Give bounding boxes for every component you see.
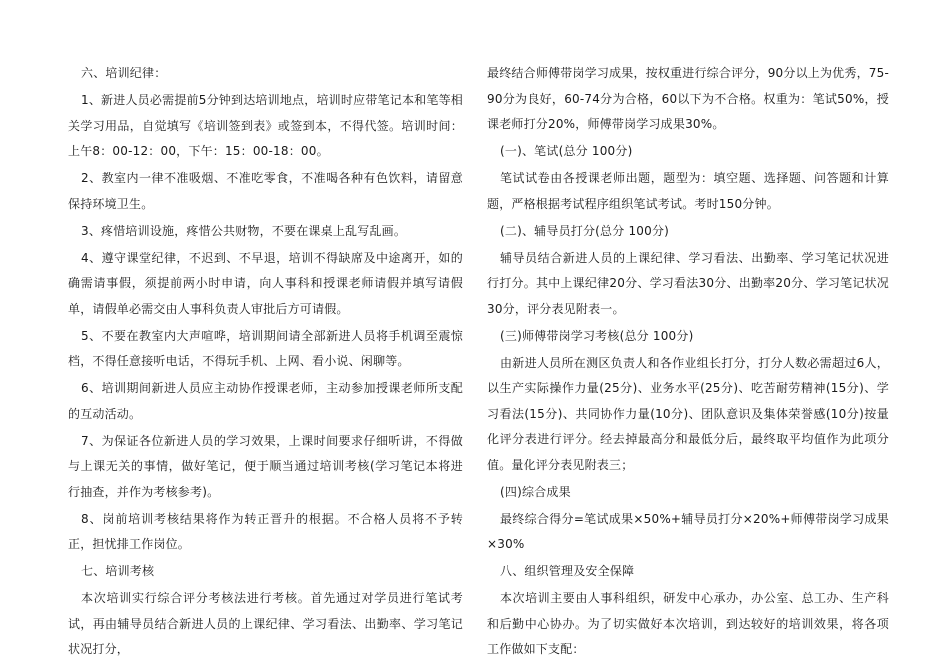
section-heading-training-discipline: 六、培训纪律：: [81, 66, 167, 80]
mentor-assessment-paragraph: 由新进人员所在测区负责人和各作业组长打分，打分人数必需超过6人，以生产实际操作力量(25分)、业务水平(25分)、吃苦耐劳精神(15分)、学习看法(15分)、共同协作力量(10分)、团队意识及集体荣誉感(10分)按量化评分表进行评分。经去掉最高分和最低分后，最终取平均值作为此项分值。量化评分表见附表三；: [487, 355, 889, 472]
rule-item-7: 7、为保证各位新进人员的学习效果，上课时间要求仔细听讲，不得做与上课无关的事情，做好笔记，便于顺当通过培训考核(学习笔记本将进行抽查，并作为考核参考)。: [68, 433, 463, 499]
subheading-overall-result: (四)综合成果: [500, 484, 571, 499]
subheading-tutor-score: (二)、辅导员打分(总分 100分): [500, 223, 670, 238]
left-column: [68, 61, 463, 664]
written-exam-paragraph: 笔试试卷由各授课老师出题，题型为：填空题、选择题、问答题和计算题，严格根据考试程序组织笔试考试。考时150分钟。: [487, 171, 889, 211]
rule-item-3: 3、疼惜培训设施，疼惜公共财物，不要在课桌上乱写乱画。: [81, 223, 407, 238]
rule-item-1: 1、新进人员必需提前5分钟到达培训地点，培训时应带笔记本和笔等相关学习用品，自觉填写《培训签到表》或签到本，不得代签。培训时间：上午8：00-12：00，下午：15：00-18：00。: [68, 93, 463, 158]
assessment-continuation-paragraph: 最终结合师傅带岗学习成果，按权重进行综合评分，90分以上为优秀，75-90分为良好，60-74分为合格，60以下为不合格。权重为：笔试50%，授课老师打分20%，师傅带岗学习成果30%。: [487, 66, 889, 131]
rule-item-2: 2、教室内一律不准吸烟、不准吃零食，不准喝各种有色饮料，请留意保持环境卫生。: [68, 171, 463, 211]
rule-item-4: 4、遵守课堂纪律，不迟到、不早退，培训不得缺席及中途离开，如的确需请事假，须提前两小时申请，向人事科和授课老师请假并填写请假单，请假单必需交由人事科负责人审批后方可请假。: [68, 250, 463, 316]
section-heading-training-assessment: 七、培训考核: [81, 564, 155, 578]
rule-item-6: 6、培训期间新进人员应主动协作授课老师，主动参加授课老师所支配的互动活动。: [68, 381, 463, 421]
organization-paragraph: 本次培训主要由人事科组织，研发中心承办，办公室、总工办、生产科和后勤中心协办。为了切实做好本次培训，到达较好的培训效果，将各项工作做如下支配：: [487, 591, 889, 656]
right-column: [487, 61, 889, 664]
rule-item-5: 5、不要在教室内大声喧哗，培训期间请全部新进人员将手机调至震惊档，不得任意接听电话，不得玩手机、上网、看小说、闲聊等。: [68, 328, 463, 368]
overall-score-formula: 最终综合得分=笔试成果×50%+辅导员打分×20%+师傅带岗学习成果×30%: [487, 511, 889, 551]
tutor-score-paragraph: 辅导员结合新进人员的上课纪律、学习看法、出勤率、学习笔记状况进行打分。其中上课纪律20分、学习看法30分、出勤率20分、学习笔记状况30分，评分表见附表一。: [487, 250, 889, 316]
section-heading-organization-safety: 八、组织管理及安全保障: [500, 564, 635, 578]
subheading-written-exam: (一)、笔试(总分 100分): [500, 144, 633, 158]
rule-item-8: 8、岗前培训考核结果将作为转正晋升的根据。不合格人员将不予转正，担忧排工作岗位。: [68, 511, 463, 551]
assessment-intro-paragraph: 本次培训实行综合评分考核法进行考核。首先通过对学员进行笔试考试，再由辅导员结合新进人员的上课纪律、学习看法、出勤率、学习笔记状况打分，: [68, 591, 463, 656]
subheading-mentor-assessment: (三)师傅带岗学习考核(总分 100分): [500, 328, 694, 343]
